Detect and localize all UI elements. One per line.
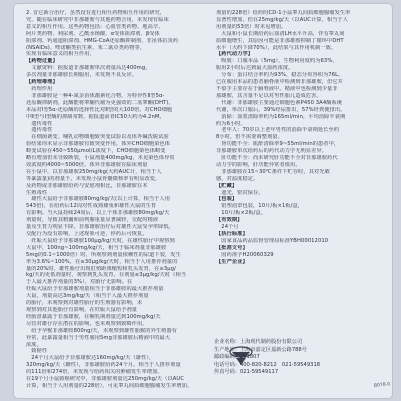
insert-text-line: 致癌性 (26, 348, 48, 355)
insert-text-line: 水平（大约下降70%），此结果与其作用机制一致。 (216, 44, 337, 51)
insert-text-line: 320mg/kg/天（雌性），非那雄胺给药24个月。相当于人推荐剂量 (26, 362, 181, 369)
insert-text-line: 本品对Ⅰ型5α-还原酶的选择性比对Ⅱ型的大100倍。对CHO细胞 (26, 106, 173, 113)
insert-text-line: 效浓度约4000~5000倍。体外非那雄胺在临床剂量 (26, 161, 148, 168)
insert-text-line: 遗传毒性 (26, 120, 53, 127)
insert-text-line: 非那雄胺是一种4-氮杂甾体激素化合物，为特异性Ⅱ型5α- (26, 92, 165, 99)
insert-text-line: 药理作用 (26, 85, 53, 92)
insert-text-line: 24个月大鼠给予非那雄胺达160mg/kg/天（雄性）， (26, 355, 155, 362)
insert-text-line: 代谢：非那雄胺主要通过细胞色素P450 3A4酶系统 (216, 99, 343, 106)
insert-text-line: 阻滞剂、钙通道阻滞剂、HMG-CoA还原酶抑制剂、非甾体抗炎药 (26, 37, 179, 44)
insert-text-line: 国药准字H20060329 (216, 251, 274, 258)
insert-text-line: 等暴露量)的剂量下，未发现小鼠骨髓微核率有明显改变， (26, 175, 161, 182)
insert-left-column (26, 10, 202, 390)
insert-text-line: 观察到对其他胎仔有影响，在妊娠大鼠给予剂量 (26, 306, 138, 313)
insert-text-line: 非那雄胺在15~30℃条件下贮存时，其对光敏 (216, 168, 330, 175)
insert-text-line: 质细胞增生，其原因可能是非那雄胺抑制了循环中DHT (216, 37, 344, 44)
insert-text-line: 计算，相当于人用剂量的228倍），可见睾丸间质细胞腺瘤发生率增加。 (26, 382, 193, 389)
insert-text-line: 吸收：口服本品（5mg），生物利用度约为63%， (216, 58, 338, 65)
company-phone: 电话号码：400-820-8212 021-59549318 (214, 361, 321, 368)
company-name: 企业名称：上海现代制药股份有限公司 (214, 339, 303, 345)
insert-text-line: 中Ⅱ型与Ⅰ型酶的抑制常数，据报道前者IC50大约为4.2nM， (26, 113, 165, 120)
insert-text-line: 在细菌诱变、哺乳动物细胞致突变试验以及体外碱洗脱试验 (26, 134, 169, 141)
company-fax: 传真号码：021-59549117 (214, 369, 279, 376)
insert-text-line: 浓度。 (26, 341, 42, 348)
insert-text-line: 剂量的228倍）给药时CD-1小鼠睾丸间质细胞腺瘤发生率 (216, 10, 351, 16)
insert-text-line: 用剂量的53倍）时未见增加。 (216, 23, 287, 30)
insert-text-line: 阿片类药物、利尿剂、乙酰水杨酸、α受体阻滞剂、β受体 (26, 30, 160, 37)
insert-text-line: 有影响。当大鼠持续24周后，以上个体非那雄胺80mg/kg/天 (26, 210, 170, 217)
insert-text-line: 究，随在临床研究中非那雄胺与其他药物合用，未发现有临床 (26, 16, 169, 23)
insert-text-line: 生殖毒性 (26, 189, 48, 196)
insert-text-line: 那雄胺，其含量不足以对男性胎儿造成危害。 (216, 92, 322, 99)
insert-text-line: 老年人：70岁以上老年男性的消除半衰期延长至约 (216, 127, 340, 134)
insert-text-line: 消除：血浆清除率约为165ml/min，平均消除半衰期 (216, 113, 346, 120)
insert-text-line: (NSAIDs)、喹诺酮类抗生素、苯二氮卓类药物等， (26, 44, 146, 51)
insert-text-line: 实现有临床意义的相互作用。 (26, 51, 95, 58)
insert-text-line: 遮光，密封保存。 (216, 189, 264, 196)
insert-text-line: 显著性增加，但在25mg/kg/天（以AUC计算，相当于人 (216, 16, 348, 23)
insert-text-line: 的111倍和274倍，未发现与给药相关的肿瘤发生率增加。 (26, 369, 163, 376)
insert-text-line: 8小时，但不需要调整剂量。 (216, 134, 283, 141)
insert-text-line: 大鼠中，100ng~100mg/kg/天，相当于临床剂量非那雄胺 (26, 244, 167, 251)
company-address: 生产地址：上海市嘉定区嘉新公路788号 (214, 346, 307, 353)
insert-text-line: 略有增加但未导致断裂，小鼠剂量400mg/kg，未见染色体异常 (26, 155, 175, 162)
insert-text-line: 畸变试验在450~550μmol/L浓度下，CHO细胞染色体畸变 (26, 148, 166, 155)
insert-text-line: 【药物过量】 (26, 58, 58, 65)
insert-text-line: 异常，此暴露量相当于男性服用5mg非那雄胺后精液中的最大 (26, 334, 171, 341)
insert-text-line: 于人最大推荐剂量的3%），对胎仔无影响。在 (26, 279, 133, 286)
package-insert-sheet (14, 4, 392, 398)
insert-text-line: kg/天的更低剂量时，观察到乳头发育，在剂量≤3μg/kg/天时（相当 (26, 272, 187, 279)
print-code: B078-0 (373, 382, 391, 389)
insert-text-line: 量及生育力明显下降，非那雄胺治疗后对雄性大鼠受孕率降低， (26, 224, 175, 231)
insert-text-line: 【贮藏】 (216, 182, 238, 189)
insert-text-line: 【药代动力学】 (216, 51, 254, 58)
insert-text-line: 的胎仔，未观察到对雄性胎仔的生殖器有影响，未 (26, 300, 143, 307)
manufacturer-info (214, 339, 384, 377)
company-postcode: 邮政编码：201807 (214, 354, 260, 361)
insert-text-line: 在小鼠中，以非那雄胺250mg/kg(大约AUC计，相当于人 (26, 168, 162, 175)
insert-text-line: 给予孕猴非那雄胺800ng/天，未观察到雄性胎猴的外生殖器有 (26, 327, 178, 334)
insert-text-line: 543倍)，在给药后12周对性成熟雄兔和雄性大鼠的生育 (26, 203, 157, 210)
insert-text-line: 非那雄胺单次给药后的药代动力学无明显差异。 (216, 148, 328, 155)
insert-text-line: 大鼠，剂量高达3mg/kg/天（相当于人最大推荐剂量 (26, 293, 149, 300)
insert-text-line: 在19个月小鼠致癌研究中，非那雄胺剂量达250mg/kg/天（以AUC (26, 376, 185, 383)
insert-text-line: 感，对温度稳定。 (216, 175, 259, 182)
insert-text-line: 不似乎主要存在于脑脊液中。精液中也检测到少量非 (216, 85, 338, 92)
insert-text-line: 服用2小时后达到最大血药浓度。 (216, 65, 294, 72)
insert-text-line: 多次剂量非那雄胺长期服用，未发现不良反应。 (26, 72, 138, 79)
insert-text-line: 妊娠大鼠给予非那雄胺剂量相当于非那雄胺的最大推荐剂量 (26, 286, 164, 293)
insert-text-line: 剂量时，导致其精囊和前列腺重量显著减轻，交配时精液 (26, 217, 159, 224)
insert-text-line: 【有效期】 (216, 217, 243, 224)
insert-text-line: 尽管对雄仔存在潜在的影响，也未观察到致畸作用。 (26, 320, 148, 327)
insert-text-line: 经胎盘暴露于非那雄胺，在哺乳期剂量达到100mg/kg/天 (26, 313, 161, 320)
insert-text-line: 肝功能不全：尚未研究肝功能不全对非那雄胺药代 (216, 155, 338, 162)
insert-text-line: 【执行标准】 (216, 231, 248, 237)
insert-text-line: 大鼠和小鼠长期给药后血清LH水平升高，伴有睾丸间 (216, 30, 345, 37)
insert-text-line: 2. 首它新合治疗，虽然没有进行相互药物相互作用的研究， (26, 10, 166, 16)
insert-text-line: 约为6小时。 (216, 120, 246, 127)
insert-text-line: 【生产企业】 (216, 258, 248, 265)
insert-text-line: 【批准文号】 (216, 244, 248, 251)
insert-text-line: 国家食品药品监督管理局标准YBH00012010 (216, 237, 329, 244)
insert-text-line: 【包装】 (216, 196, 238, 203)
insert-text-line: 24个月 (216, 224, 239, 231)
insert-text-line: 5mg的0.1~1000倍）时，所观察到剂量依赖性的尿道下裂，发生 (26, 251, 181, 258)
insert-text-line: 及药物或非那雄胺给药与安慰剂相比，非那雄胺在本 (26, 182, 148, 189)
insert-text-line: 妊娠大鼠给予非那雄胺100μg/kg/天时，在雄性胎仔中观察到 (26, 237, 175, 244)
insert-text-line: 遗传毒性 (26, 127, 53, 134)
insert-text-line: 意义的相互作用。这些药物包括：心血管类药物、地高辛、 (26, 23, 164, 30)
insert-text-line: 率为3.6%~100%，在≥30μg/kg/天时，相当于人用推荐剂量的 (26, 258, 178, 265)
insert-text-line: 动力学的影响，肝功能异常者慎用。 (216, 161, 301, 168)
insert-right-column (216, 10, 382, 340)
insert-text-line: 雄性大鼠给予非那雄胺80mg/kg/天(以上计算，相当于人用 (26, 196, 170, 203)
insert-text-line: 交配行为没有影响，上述现象可逆，停药后可恢复。 (26, 231, 148, 237)
insert-text-line: 已在服用本品的患者脑脊液中检测到非那雄胺，但它并 (216, 79, 343, 86)
insert-text-line: 【药理毒理】 (26, 79, 58, 86)
insert-text-line: 铝塑泡罩包装，10片/板×1板/盒， (216, 203, 304, 210)
insert-text-line: 验结果均未显示非那雄胺有致突变作用。体外CHO细胞染色体 (26, 141, 171, 148)
insert-text-line: 还原酶抑制剂，此酶能将睾酮代谢为更强效的二氢睾酮(DHT)。 (26, 99, 174, 106)
insert-text-line: 分布：蛋白结合率约为93%，稳态分布容积为76L。 (216, 72, 344, 79)
insert-text-line: 代谢，单次口服后，39%经尿排出，57%经粪便排出。 (216, 106, 346, 113)
insert-text-line: 文献资料：据报道非那雄胺单次剂量高达400mg， (26, 65, 151, 72)
insert-text-line: 肾功能不全：肌酐清除率9~55ml/min的患者中， (216, 141, 340, 148)
insert-text-line: 10片/板×2板/盒。 (216, 210, 267, 217)
insert-text-line: 量的20%时，雄性胎仔出现肛殖距离缩短和乳头发育，在≥3μg/ (26, 265, 176, 272)
